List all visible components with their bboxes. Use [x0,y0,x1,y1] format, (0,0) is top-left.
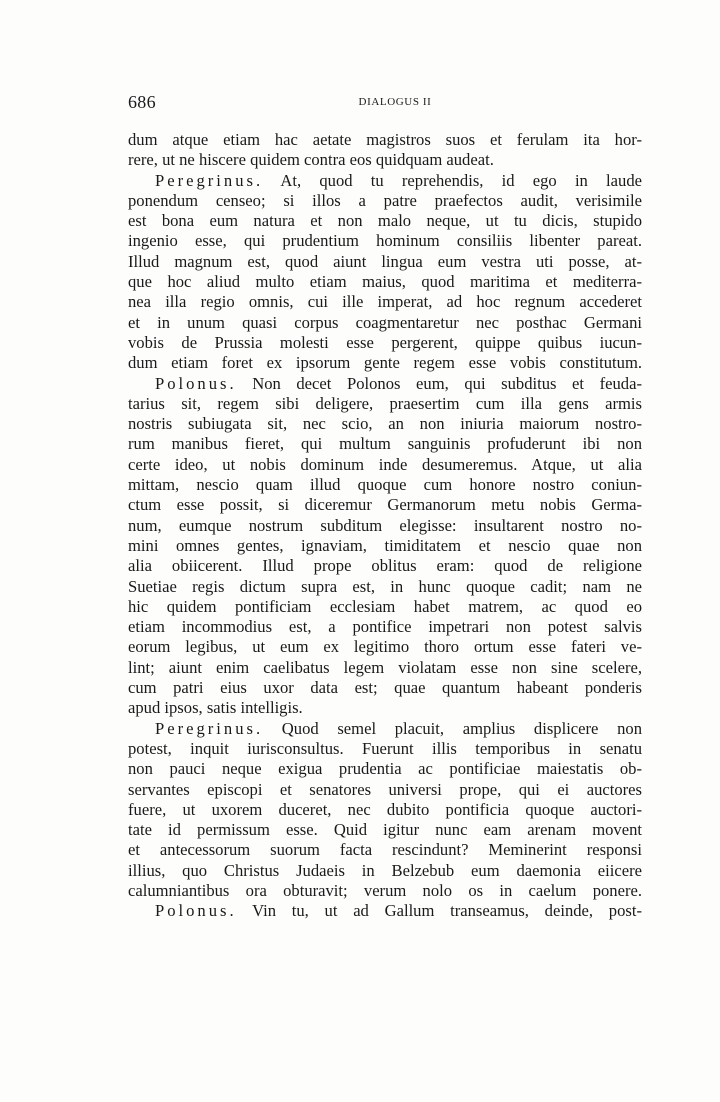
speaker-name: Polonus. [155,373,237,393]
speaker-name: Polonus. [155,901,237,921]
line-text: Illud magnum est, quod aiunt lingua eum vestra uti posse, at- [128,251,642,271]
text-line [128,252,642,272]
text-line [128,719,642,739]
text-line [128,881,642,901]
line-text: vobis de Prussia molesti esse pergerent, quippe quibus iucun- [128,332,642,352]
line-text: dum etiam foret ex ipsorum gente regem esse vobis constitutum. [128,353,642,373]
text-line [128,414,642,434]
line-text: apud ipsos, satis intelligis. [128,698,303,718]
text-line [128,840,642,860]
line-text: et in unum quasi corpus coagmentaretur nec posthac Germani [128,312,642,332]
line-text: rere, ut ne hiscere quidem contra eos quidquam audeat. [128,150,494,170]
line-text: etiam incommodius est, a pontifice impetrari non potest salvis [128,617,642,637]
line-text: eorum legibus, ut eum ex legitimo thoro ortum esse fateri ve- [128,637,642,657]
line-text: et antecessorum suorum facta rescindunt? Meminerint responsi [128,840,642,860]
line-text: Suetiae regis dictum supra est, in hunc quoque cadit; nam ne [128,576,642,596]
line-text: ingenio esse, qui prudentium hominum consiliis libenter pareat. [128,231,642,251]
line-text: cum patri eius uxor data est; quae quantum habeant ponderis [128,678,642,698]
running-title: DIALOGUS II [358,96,432,108]
line-text: fuere, ut uxorem duceret, nec dubito pontificia quoque auctori- [128,799,642,819]
line-text: est bona eum natura et non malo neque, ut tu dicis, stupido [128,211,642,231]
line-text: Quod semel placuit, amplius displicere non [263,718,642,738]
text-line [128,516,642,536]
text-line [128,780,642,800]
text-line [128,577,642,597]
line-text: mini omnes gentes, ignaviam, timiditatem et nescio quae non [128,535,642,555]
text-line [128,901,642,921]
line-text: nostris subiugata sit, nec scio, an non iniuria maiorum nostro- [128,414,642,434]
speaker-name: Peregrinus. [155,718,264,738]
line-text: que hoc aliud multo etiam maius, quod maritima et mediterra- [128,272,642,292]
line-text: non pauci neque exigua prudentia ac pontificiae maiestatis ob- [128,759,642,779]
text-line [128,536,642,556]
line-text: At, quod tu reprehendis, id ego in laude [263,170,642,190]
text-line [128,191,642,211]
running-head [128,92,642,114]
text-line [128,353,642,373]
text-line [128,434,642,454]
text-line [128,231,642,251]
text-line [128,150,642,170]
text-line [128,658,642,678]
text-line [128,475,642,495]
line-text: ctum esse possit, si diceremur Germanorum metu nobis Germa- [128,495,642,515]
speaker-name: Peregrinus. [155,170,264,190]
text-line [128,759,642,779]
text-line [128,211,642,231]
line-text: Non decet Polonos eum, qui subditus et feuda- [236,373,642,393]
text-line [128,698,642,718]
line-text: certe ideo, ut nobis dominum inde desumeremus. Atque, ut alia [128,454,642,474]
line-text: mittam, nescio quam illud quoque cum honore nostro coniun- [128,475,642,495]
text-line [128,455,642,475]
line-text: rum manibus fieret, qui multum sanguinis profuderunt ibi non [128,434,642,454]
text-line [128,617,642,637]
line-text: tarius sit, regem sibi deligere, praesertim cum illa gens armis [128,393,642,413]
text-line [128,637,642,657]
text-line [128,597,642,617]
text-line [128,820,642,840]
line-text: illius, quo Christus Judaeis in Belzebub eum daemonia eiicere [128,860,642,880]
line-text: servantes episcopi et senatores universi prope, qui ei auctores [128,779,642,799]
line-text: lint; aiunt enim caelibatus legem violatam esse non sine scelere, [128,657,642,677]
line-text: tate id permissum esse. Quid igitur nunc eam arenam movent [128,820,642,840]
text-line [128,374,642,394]
text-line [128,333,642,353]
line-text: dum atque etiam hac aetate magistros suos et ferulam ita hor- [128,130,642,149]
line-text: num, eumque nostrum subditum elegisse: insultarent nostro no- [128,515,642,535]
line-text: calumniantibus ora obturavit; verum nolo os in caelum ponere. [128,880,642,900]
page-number: 686 [128,92,156,112]
text-line [128,739,642,759]
text-line [128,861,642,881]
line-text: nea illa regio omnis, cui ille imperat, ad hoc regnum accederet [128,292,642,312]
text-line [128,495,642,515]
text-line [128,556,642,576]
text-line [128,171,642,191]
body-text [128,130,642,922]
text-line [128,678,642,698]
line-text: hic quidem pontificiam ecclesiam habet matrem, ac quod eo [128,596,642,616]
text-line [128,272,642,292]
text-line [128,292,642,312]
text-line [128,313,642,333]
text-line [128,130,642,150]
text-line [128,800,642,820]
line-text: ponendum censeo; si illos a patre praefectos audit, verisimile [128,190,642,210]
line-text: Vin tu, ut ad Gallum transeamus, deinde, post- [236,901,642,921]
line-text: potest, inquit iurisconsultus. Fuerunt illis temporibus in senatu [128,738,642,758]
line-text: alia obiicerent. Illud prope oblitus eram: quod de religione [128,556,642,576]
text-line [128,394,642,414]
